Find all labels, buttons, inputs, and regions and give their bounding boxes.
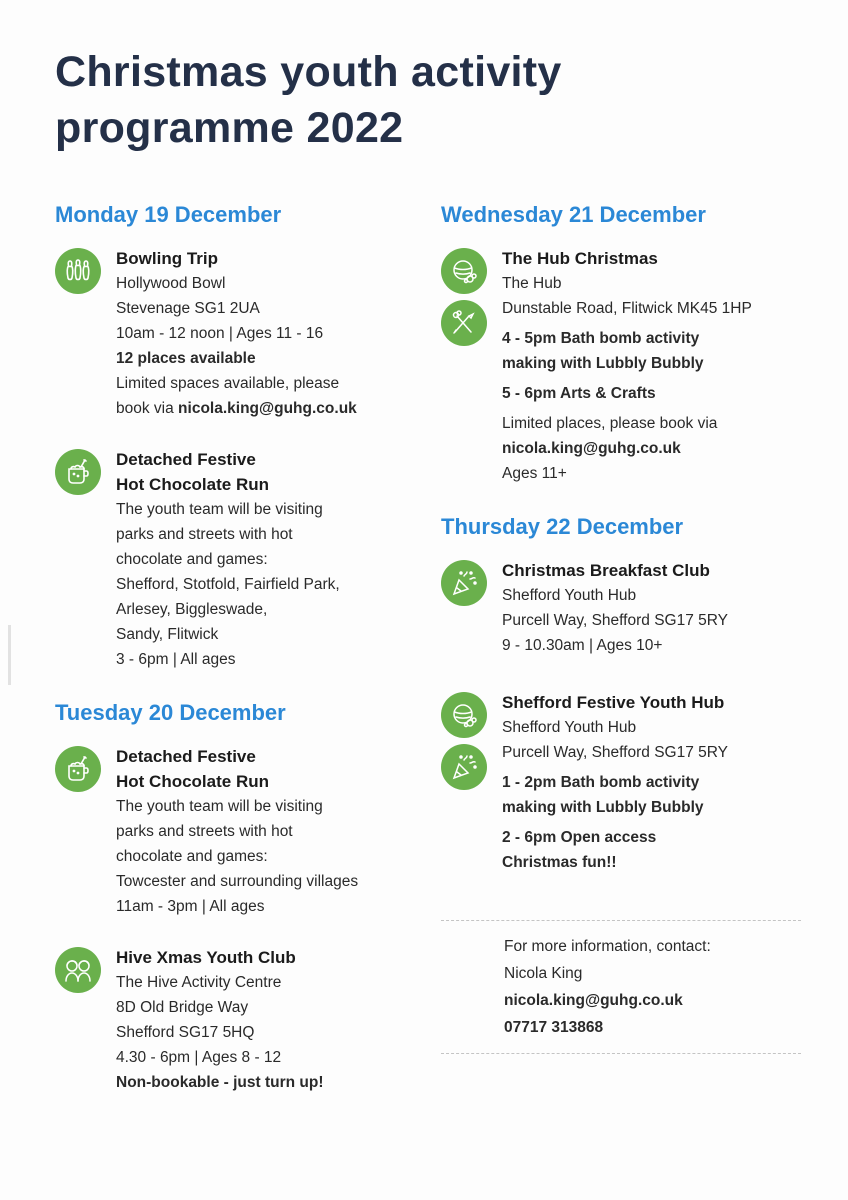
page-title: Christmas youth activity programme 2022 [55,48,562,152]
contact-name: Nicola King [504,965,583,982]
venue-address: Shefford SG17 5HQ [116,1024,255,1041]
event-desc: chocolate and games: [116,848,268,865]
activity-time: 4 - 5pm Bath bomb activity [502,330,700,347]
booking-email-link[interactable]: nicola.king@guhg.co.uk [502,440,681,457]
event-bowling-trip [55,246,425,421]
event-title: Bowling Trip [116,249,218,268]
event-locations: Towcester and surrounding villages [116,873,359,890]
activity-desc: making with Lubbly Bubbly [502,355,704,372]
venue-address: Purcell Way, Shefford SG17 5RY [502,612,729,629]
left-column [55,200,425,1121]
event-time-ages: 9 - 10.30am | Ages 10+ [502,637,663,654]
booking-note-email-line [116,396,425,421]
venue-name: The Hive Activity Centre [116,974,282,991]
bath-bomb-icon [441,692,487,738]
event-title-line2: Hot Chocolate Run [116,772,269,791]
hot-chocolate-icon [55,449,101,495]
event-locations: Sandy, Flitwick [116,626,219,643]
event-desc: parks and streets with hot [116,823,293,840]
contact-phone[interactable]: 07717 313868 [504,1019,604,1036]
activity-desc: Christmas fun!! [502,854,617,871]
event-time-ages: 3 - 6pm | All ages [116,651,236,668]
booking-email-link[interactable]: nicola.king@guhg.co.uk [178,400,357,417]
event-title: Hive Xmas Youth Club [116,948,296,967]
event-hot-chocolate-monday [55,447,425,672]
event-desc: chocolate and games: [116,551,268,568]
event-hive-youth-club [55,945,425,1095]
event-hub-christmas [441,246,821,486]
activity-time: 2 - 6pm Open access [502,829,657,846]
activity-time: 1 - 2pm Bath bomb activity [502,774,700,791]
crafts-icon [441,300,487,346]
children-icon [55,947,101,993]
event-locations: Shefford, Stotfold, Fairfield Park, [116,576,340,593]
activity-desc: making with Lubbly Bubbly [502,799,704,816]
event-desc: The youth team will be visiting [116,798,323,815]
activity-time: 5 - 6pm Arts & Crafts [502,385,656,402]
venue-address: Stevenage SG1 2UA [116,300,260,317]
event-title: Christmas Breakfast Club [502,561,710,580]
booking-note: Limited spaces available, please [116,375,340,392]
event-time-ages: 10am - 12 noon | Ages 11 - 16 [116,325,324,342]
contact-intro: For more information, contact: [504,938,711,955]
event-time-ages: 4.30 - 6pm | Ages 8 - 12 [116,1049,282,1066]
venue-name: Shefford Youth Hub [502,587,637,604]
event-title-line2: Hot Chocolate Run [116,475,269,494]
right-column [441,200,821,901]
event-title: The Hub Christmas [502,249,658,268]
event-ages: Ages 11+ [502,465,567,482]
booking-prefix: book via [116,400,179,417]
booking-note: Non-bookable - just turn up! [116,1074,324,1091]
day-heading-monday: Monday 19 December [55,202,282,227]
booking-note: Limited places, please book via [502,415,718,432]
event-desc: parks and streets with hot [116,526,293,543]
event-title: Shefford Festive Youth Hub [502,693,725,712]
event-locations: Arlesey, Biggleswade, [116,601,268,618]
venue-name: Hollywood Bowl [116,275,226,292]
venue-address: 8D Old Bridge Way [116,999,249,1016]
day-heading-wednesday: Wednesday 21 December [441,202,706,227]
event-breakfast-club [441,558,821,658]
event-title: Detached Festive [116,747,256,766]
hot-chocolate-icon [55,746,101,792]
contact-email-link[interactable]: nicola.king@guhg.co.uk [504,992,683,1009]
venue-name: The Hub [502,275,562,292]
day-heading-tuesday: Tuesday 20 December [55,700,286,725]
places-available: 12 places available [116,350,256,367]
bath-bomb-icon [441,248,487,294]
event-festive-youth-hub [441,690,821,875]
contact-box [441,920,801,1054]
venue-name: Shefford Youth Hub [502,719,637,736]
party-popper-icon [441,744,487,790]
party-popper-icon [441,560,487,606]
venue-address: Dunstable Road, Flitwick MK45 1HP [502,300,752,317]
event-title: Detached Festive [116,450,256,469]
bowling-pins-icon [55,248,101,294]
day-heading-thursday: Thursday 22 December [441,514,684,539]
venue-address: Purcell Way, Shefford SG17 5RY [502,744,729,761]
event-time-ages: 11am - 3pm | All ages [116,898,265,915]
scan-edge-mark [8,625,11,685]
event-desc: The youth team will be visiting [116,501,323,518]
event-hot-chocolate-tuesday [55,744,425,919]
divider-bottom [441,1053,801,1054]
